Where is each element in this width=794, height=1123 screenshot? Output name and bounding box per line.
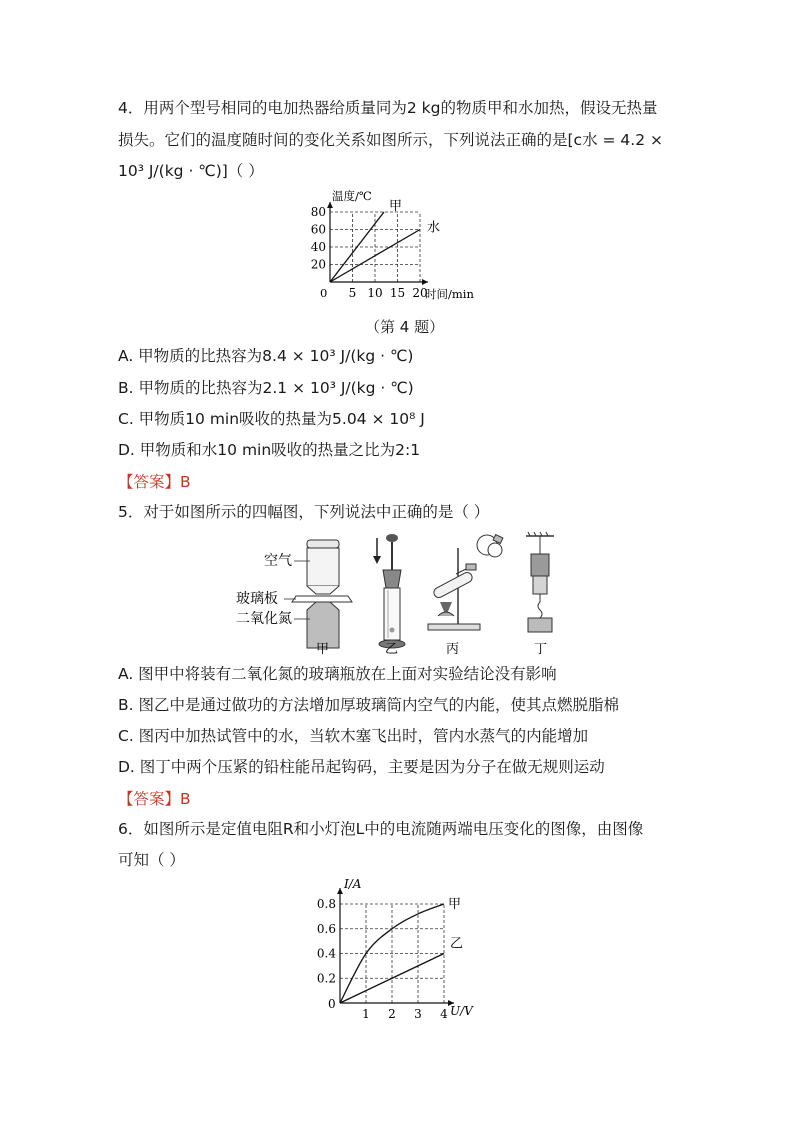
temperature-time-chart (300, 188, 500, 310)
label-glass-plate: 玻璃板 (236, 591, 278, 607)
chart2-axes (337, 888, 454, 1006)
q5-stem: 5．对于如图所示的四幅图，下列说法中正确的是（ ） (118, 503, 490, 521)
series-label-0: 甲 (448, 897, 462, 912)
x-tick-label: 10 (367, 286, 383, 300)
y-tick-label: 80 (310, 205, 326, 219)
q4-stem-line3: 10³ J/(kg · ℃)]（ ） (118, 162, 264, 180)
chart2-series (340, 897, 463, 1003)
q4-option-c: C. 甲物质10 min吸收的热量为5.04 × 10⁸ J (118, 410, 425, 428)
q4-caption: （第 4 题） (365, 318, 445, 336)
q6-stem-line1: 6．如图所示是定值电阻R和小灯泡L中的电流随两端电压变化的图像，由图像 (118, 820, 644, 838)
chart1-axes (327, 202, 428, 285)
y-tick-label: 0.4 (316, 946, 336, 961)
chart1-xlabel: 时间/min (425, 287, 474, 301)
x-tick-label: 20 (412, 286, 428, 300)
chart1-ylabel: 温度/℃ (332, 189, 372, 203)
q4-answer: 【答案】B (118, 473, 191, 491)
y-tick-label: 20 (310, 257, 326, 272)
y-tick-label: 0.2 (316, 971, 336, 986)
x-tick-label: 4 (440, 1007, 448, 1021)
q5-option-b: B. 图乙中是通过做功的方法增加厚玻璃筒内空气的内能，使其点燃脱脂棉 (118, 696, 619, 714)
chart1-ticks (311, 205, 428, 300)
chart2-xlabel: U/V (450, 1004, 473, 1018)
figure-yi-tube (373, 534, 405, 648)
x-axis-arrow (422, 279, 428, 285)
chart2-grid (340, 904, 444, 1003)
label-no2: 二氧化氮 (236, 611, 292, 627)
figure-ding-lead-cylinders (526, 532, 554, 632)
label-air: 空气 (264, 553, 292, 569)
figure-jia-bottles (236, 540, 352, 648)
chart1-series (330, 199, 440, 282)
q4-option-b: B. 甲物质的比热容为2.1 × 10³ J/(kg · ℃) (118, 379, 414, 397)
q5-option-c: C. 图丙中加热试管中的水，当软木塞飞出时，管内水蒸气的内能增加 (118, 727, 589, 745)
current-voltage-chart (316, 874, 490, 1022)
series-label-0: 甲 (389, 199, 403, 214)
x-tick-label: 2 (388, 1007, 396, 1021)
x-tick-label: 1 (362, 1007, 370, 1021)
figure-label-jia: 甲 (316, 642, 330, 657)
series-label-1: 水 (427, 220, 441, 236)
chart2-origin: 0 (328, 997, 336, 1011)
figure-bing-heating (428, 535, 503, 630)
figure-label-yi: 乙 (385, 642, 399, 657)
y-tick-label: 40 (310, 240, 326, 254)
x-tick-label: 15 (389, 286, 406, 300)
q4-stem-line2: 损失。它们的温度随时间的变化关系如图所示，下列说法正确的是[c水 = 4.2 × (118, 131, 663, 149)
q4-option-d: D. 甲物质和水10 min吸收的热量之比为2:1 (118, 441, 421, 459)
q4-option-a: A. 甲物质的比热容为8.4 × 10³ J/(kg · ℃) (118, 347, 414, 365)
q4-stem-line1: 4．用两个型号相同的电加热器给质量同为2 kg的物质甲和水加热，假设无热量 (118, 99, 658, 117)
four-experiments-figure (232, 530, 562, 656)
chart1-origin: 0 (320, 286, 328, 300)
y-tick-label: 0.6 (316, 921, 336, 936)
q6-stem-line2: 可知（ ） (118, 851, 185, 869)
chart2-ylabel: I/A (344, 877, 362, 891)
series-label-1: 乙 (450, 936, 464, 952)
figure-label-ding: 丁 (534, 642, 548, 657)
y-axis-arrow (337, 888, 343, 894)
y-tick-label: 0.8 (316, 897, 336, 911)
chart1-grid (330, 212, 420, 282)
y-tick-label: 60 (310, 222, 326, 237)
q5-answer: 【答案】B (118, 790, 191, 808)
figure-label-bing: 丙 (446, 642, 460, 657)
x-tick-label: 5 (348, 286, 357, 300)
q5-option-a: A. 图甲中将装有二氧化氮的玻璃瓶放在上面对实验结论没有影响 (118, 665, 557, 683)
x-tick-label: 3 (414, 1007, 422, 1021)
q5-option-d: D. 图丁中两个压紧的铅柱能吊起钩码，主要是因为分子在做无规则运动 (118, 758, 605, 776)
